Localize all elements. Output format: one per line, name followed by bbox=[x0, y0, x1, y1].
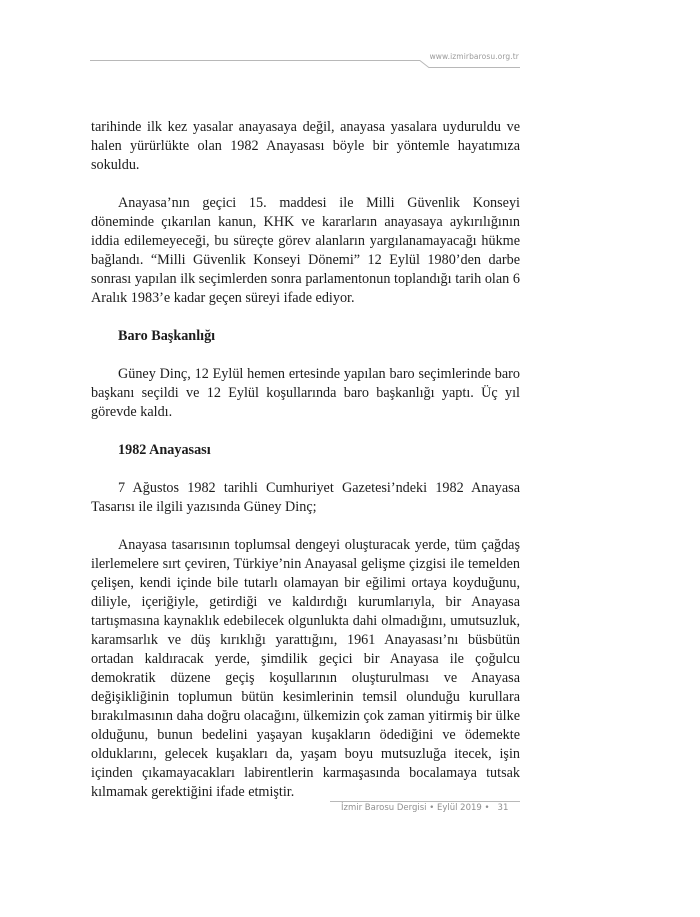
paragraph-anayasa-tasarisi: Anayasa tasarısının toplumsal dengeyi oluşturacak yerde, tüm çağdaş ilerlemelere sırt çeviren, Türkiye’nin Anayasal gelişme çizgisi ile temelden çelişen, kendi içinde bile tutarlı olamayan bir eğilimi ortaya koyduğunu, diliyle, içeriğiyle, getirdiği ve kaldırdığı kurumlarıyla, bir Anayasa tartışmasına kaynaklık edebilecek olgunlukta dahi olmadığını, umutsuzluk, karamsarlık ve düş kırıklığı yarattığını, 1961 Anayasası’nı büsbütün ortadan kaldıracak yerde, şimdilik geçici bir Anayasa ile çoğulcu demokratik düzene geçiş koşullarının oluşturulması ve Anayasa değişikliğinin toplumun bütün kesimlerinin temsil olunduğu kurullara bırakılmasının daha doğru olacağını, ülkemizin çok zaman yitirmiş bir ülke olduğunu, bunun bedelini yaşayan kuşakların ödediğini ve ödemekte olduklarını, gelecek kuşakları da, yaşam boyu mutsuzluğa itecek, işin içinden çıkamayacakları labirentlerin karmaşasında bocalamaya tutsak kılmamak gerektiğini ifade etmiştir. bbox=[91, 537, 520, 800]
header-rule-slant bbox=[419, 60, 429, 68]
paragraph-cumhuriyet-gazetesi: 7 Ağustos 1982 tarihli Cumhuriyet Gazetesi’ndeki 1982 Anayasa Tasarısı ile ilgili yazısında Güney Dinç; bbox=[91, 480, 520, 515]
section-heading-baro-baskanligi: Baro Başkanlığı bbox=[118, 328, 216, 344]
article-body bbox=[91, 118, 520, 802]
paragraph-gecici-madde: Anayasa’nın geçici 15. maddesi ile Milli Güvenlik Konseyi döneminde çıkarılan kanun, KHK ve kararların anayasaya aykırılığının iddia edilemeyeceği, bu süreçte görev alanların yargılanamayacağı hükme bağlandı. “Milli Güvenlik Konseyi Dönemi” 12 Eylül 1980’den darbe sonrası yapılan ilk seçimlerden sonra parlamentonun toplandığı tarih olan 6 Aralık 1983’e kadar geçen süreyi ifade ediyor. bbox=[91, 195, 520, 306]
header-rule bbox=[90, 60, 420, 61]
page-number: 31 bbox=[497, 803, 509, 813]
section-heading-1982-anayasasi: 1982 Anayasası bbox=[118, 442, 211, 458]
paragraph-baro-secimi: Güney Dinç, 12 Eylül hemen ertesinde yapılan baro seçimlerinde baro başkanı seçildi ve 12 Eylül koşullarında baro başkanlığı yaptı. Üç yıl görevde kaldı. bbox=[91, 366, 520, 420]
paragraph-continuation: tarihinde ilk kez yasalar anayasaya değil, anayasa yasalara uyduruldu ve halen yürürlükte olan 1982 Anayasası böyle bir yöntemle hayatımıza sokuldu. bbox=[91, 119, 520, 173]
footer bbox=[341, 803, 508, 813]
header-rule-right bbox=[429, 67, 520, 68]
header-url: www.izmirbarosu.org.tr bbox=[429, 52, 519, 61]
footer-rule bbox=[330, 801, 520, 802]
footer-publication: İzmir Barosu Dergisi • Eylül 2019 • bbox=[341, 803, 490, 813]
